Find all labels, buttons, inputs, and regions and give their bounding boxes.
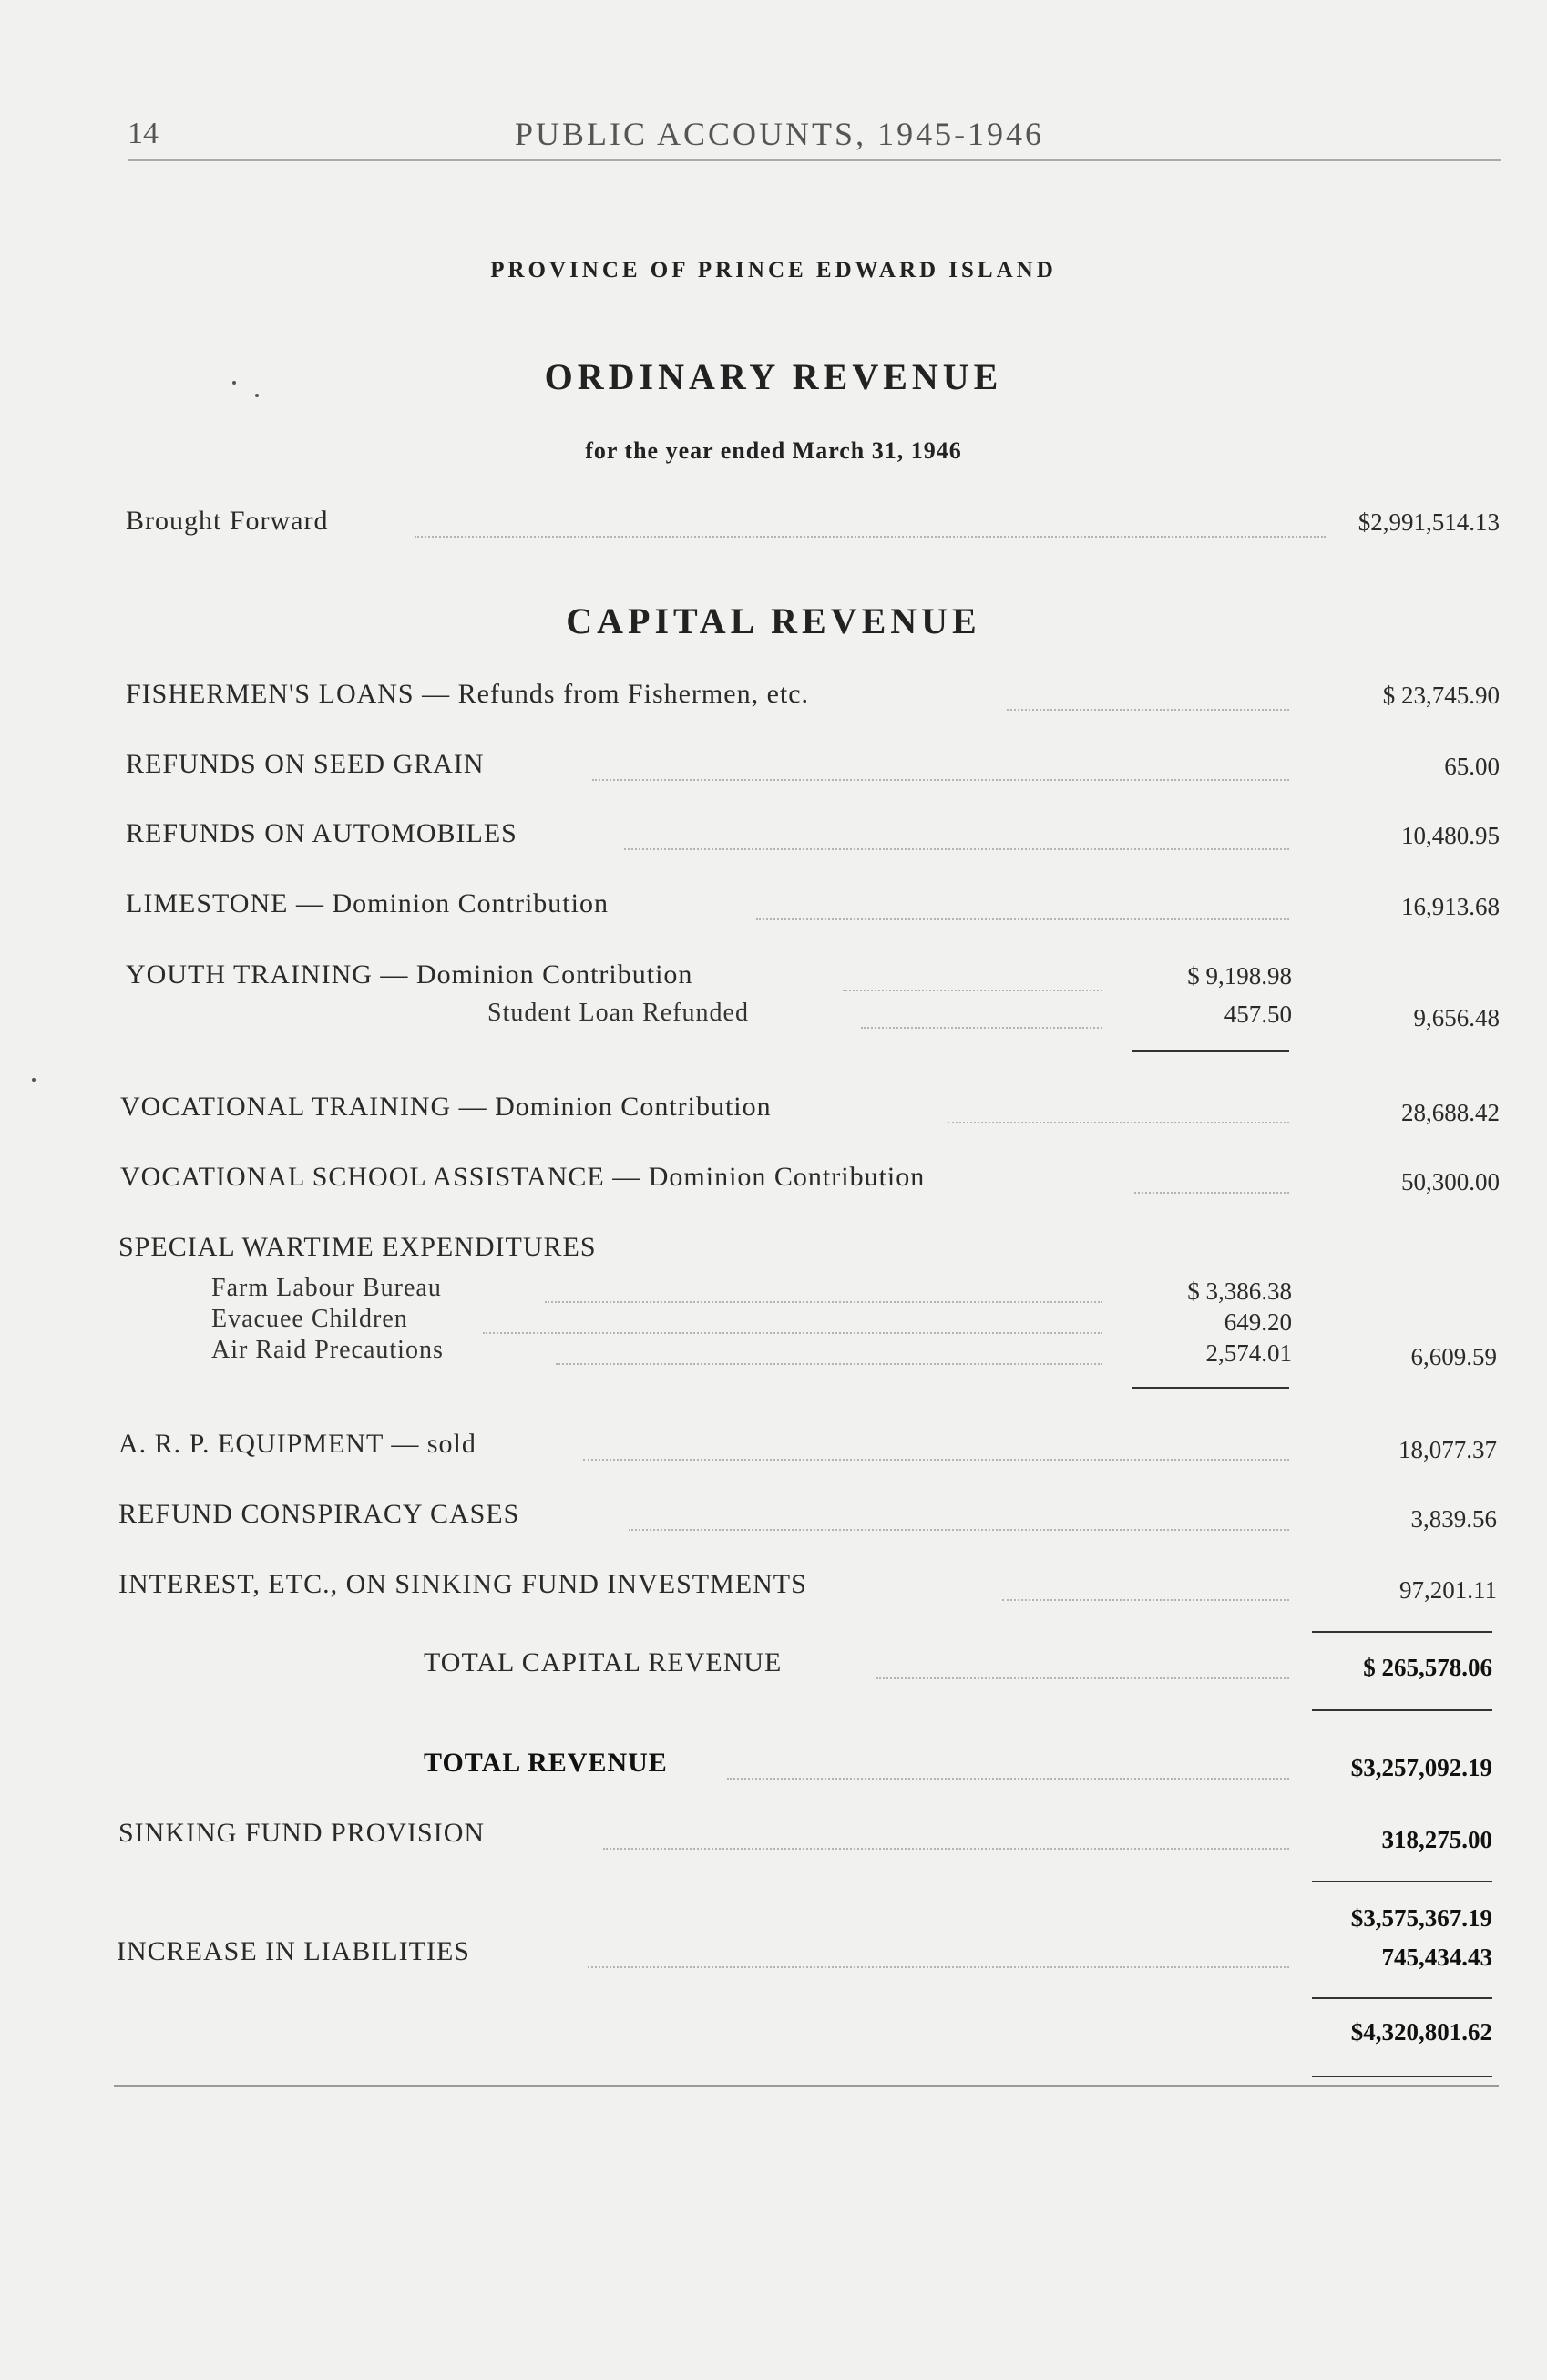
leader-dots [415, 536, 1326, 538]
subtotal-amount: $3,575,367.19 [1350, 1904, 1492, 1932]
liabilities-amount: 745,434.43 [1381, 1944, 1492, 1971]
vocational-school-amount: 50,300.00 [1401, 1168, 1500, 1195]
youth-training-total: 9,656.48 [1413, 1004, 1500, 1031]
seed-grain-label: REFUNDS ON SEED GRAIN [126, 749, 485, 779]
leader-dots [629, 1529, 1289, 1531]
wartime-item-amount: 2,574.01 [1205, 1339, 1292, 1367]
student-loan-label: Student Loan Refunded [487, 999, 749, 1027]
total-capital-amount: $ 265,578.06 [1363, 1654, 1492, 1681]
total-rule [1312, 1709, 1492, 1711]
total-revenue-label: TOTAL REVENUE [424, 1748, 668, 1778]
leader-dots [583, 1459, 1289, 1461]
vocational-school-label: VOCATIONAL SCHOOL ASSISTANCE — Dominion Contribution [120, 1162, 926, 1192]
leader-dots [727, 1778, 1289, 1780]
total-capital-label: TOTAL CAPITAL REVENUE [424, 1647, 783, 1677]
liabilities-label: INCREASE IN LIABILITIES [117, 1936, 470, 1966]
youth-training-label: YOUTH TRAINING — Dominion Contribution [126, 959, 693, 990]
running-title: PUBLIC ACCOUNTS, 1945-1946 [515, 116, 1045, 152]
section-title: CAPITAL REVENUE [566, 600, 981, 641]
subtotal-rule [1132, 1387, 1289, 1389]
leader-dots [556, 1363, 1102, 1365]
sinking-interest-label: INTEREST, ETC., ON SINKING FUND INVESTMENTS [118, 1569, 807, 1599]
wartime-label: SPECIAL WARTIME EXPENDITURES [118, 1232, 597, 1262]
youth-training-sub-amount: $ 9,198.98 [1187, 962, 1292, 990]
wartime-item-label: Evacuee Children [211, 1305, 408, 1333]
grand-total-amount: $4,320,801.62 [1350, 2018, 1492, 2046]
vocational-training-label: VOCATIONAL TRAINING — Dominion Contribution [120, 1092, 772, 1122]
automobiles-amount: 10,480.95 [1401, 822, 1500, 849]
sinking-fund-label: SINKING FUND PROVISION [118, 1818, 486, 1848]
fishermens-loans-label: FISHERMEN'S LOANS — Refunds from Fishermen, etc. [126, 679, 810, 709]
leader-dots [948, 1122, 1289, 1123]
leader-dots [1007, 709, 1289, 711]
leader-dots [1002, 1599, 1289, 1601]
brought-forward-amount: $2,991,514.13 [1357, 508, 1500, 536]
conspiracy-amount: 3,839.56 [1410, 1505, 1497, 1533]
leader-dots [861, 1027, 1102, 1029]
leader-dots [603, 1848, 1289, 1850]
vocational-training-amount: 28,688.42 [1401, 1099, 1500, 1126]
grand-total-rule [1312, 2076, 1492, 2077]
wartime-item-label: Air Raid Precautions [211, 1336, 444, 1364]
leader-dots [1134, 1192, 1289, 1194]
wartime-item-amount: $ 3,386.38 [1187, 1277, 1292, 1305]
total-rule [1312, 1631, 1492, 1633]
automobiles-label: REFUNDS ON AUTOMOBILES [126, 818, 517, 848]
scan-speck [232, 381, 236, 385]
leader-dots [483, 1332, 1102, 1334]
limestone-amount: 16,913.68 [1401, 893, 1500, 920]
leader-dots [545, 1301, 1102, 1303]
total-rule [1312, 1997, 1492, 1999]
footer-rule [114, 2085, 1499, 2087]
page-number: 14 [128, 117, 159, 150]
scan-speck [32, 1078, 36, 1082]
fishermens-loans-amount: $ 23,745.90 [1382, 682, 1500, 709]
page-subtitle: for the year ended March 31, 1946 [585, 437, 962, 464]
leader-dots [588, 1966, 1289, 1968]
arp-equipment-amount: 18,077.37 [1398, 1436, 1497, 1463]
sinking-interest-amount: 97,201.11 [1399, 1576, 1497, 1604]
total-revenue-amount: $3,257,092.19 [1350, 1754, 1492, 1781]
total-rule [1312, 1881, 1492, 1882]
brought-forward-label: Brought Forward [126, 506, 329, 536]
scan-speck [255, 394, 259, 397]
province-heading: PROVINCE OF PRINCE EDWARD ISLAND [490, 258, 1057, 282]
wartime-item-label: Farm Labour Bureau [211, 1274, 442, 1302]
wartime-total: 6,609.59 [1410, 1343, 1497, 1370]
arp-equipment-label: A. R. P. EQUIPMENT — sold [118, 1429, 476, 1459]
limestone-label: LIMESTONE — Dominion Contribution [126, 888, 609, 918]
seed-grain-amount: 65.00 [1444, 753, 1500, 780]
header-rule [128, 159, 1501, 161]
leader-dots [876, 1677, 1289, 1679]
leader-dots [624, 848, 1289, 850]
subtotal-rule [1132, 1050, 1289, 1052]
page-title: ORDINARY REVENUE [544, 356, 1003, 397]
wartime-item-amount: 649.20 [1224, 1308, 1292, 1336]
leader-dots [592, 779, 1289, 781]
sinking-fund-amount: 318,275.00 [1381, 1826, 1492, 1853]
conspiracy-label: REFUND CONSPIRACY CASES [118, 1499, 520, 1529]
student-loan-amount: 457.50 [1224, 1000, 1292, 1028]
leader-dots [843, 990, 1102, 991]
leader-dots [756, 918, 1289, 920]
